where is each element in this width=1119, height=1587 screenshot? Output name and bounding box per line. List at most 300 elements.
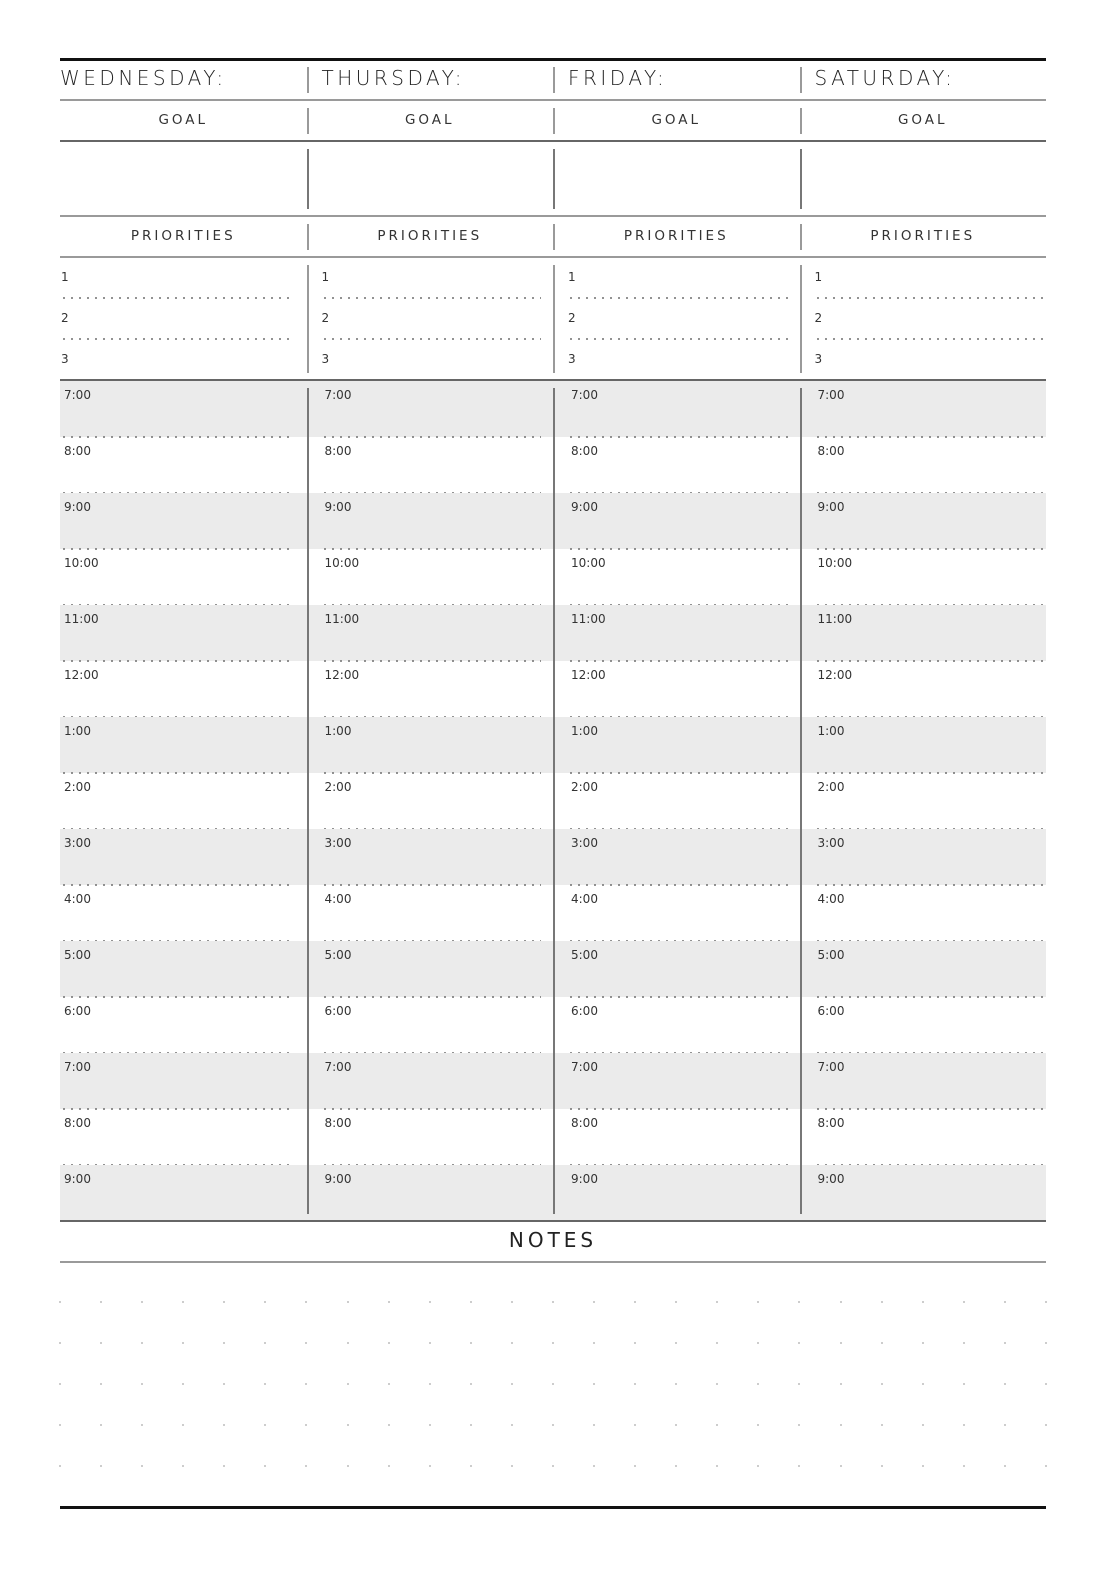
time-slot-input[interactable] [557,853,796,881]
note-dot [675,1424,677,1426]
time-label: 8:00 [324,1116,352,1130]
time-label: 4:00 [64,892,91,906]
column-divider [800,388,802,1214]
time-slot-input[interactable] [557,909,796,937]
note-dot [798,1342,800,1344]
priorities-label: PRIORITIES [377,228,483,244]
note-dot [1004,1383,1006,1385]
column-divider [553,265,555,373]
notes-title: NOTES [508,1228,598,1252]
note-dot [716,1342,718,1344]
time-label: 7:00 [324,1060,352,1074]
priority-label-rule [60,256,1046,258]
time-slot-input[interactable] [804,517,1043,545]
time-slot-input[interactable] [311,797,550,825]
dotted-separator [60,297,295,299]
time-label: 7:00 [571,388,598,402]
note-dot [141,1383,143,1385]
time-slot-input[interactable] [804,797,1043,825]
time-label: 8:00 [817,444,845,458]
time-label: 11:00 [571,612,606,626]
time-slot-input[interactable] [64,853,303,881]
time-slot-input[interactable] [311,1189,550,1217]
time-label: 8:00 [571,444,598,458]
note-dot [922,1424,924,1426]
priorities-label: PRIORITIES [130,228,236,244]
note-dot [675,1301,677,1303]
note-dot [141,1301,143,1303]
time-label: 7:00 [324,388,352,402]
time-slot-input[interactable] [64,1077,303,1105]
note-dot [1045,1465,1047,1467]
time-label: 2:00 [324,780,352,794]
goal-input-area[interactable] [804,146,1043,212]
time-slot-input[interactable] [804,853,1043,881]
goal-input-area[interactable] [64,146,303,212]
dotted-separator [567,338,788,340]
note-dot [429,1383,431,1385]
note-dot [963,1383,965,1385]
time-slot-input[interactable] [804,405,1043,433]
time-label: 5:00 [64,948,91,962]
time-slot-input[interactable] [557,517,796,545]
priority-input-line[interactable] [335,305,542,341]
note-dot [429,1465,431,1467]
note-dot [716,1383,718,1385]
note-dot [798,1424,800,1426]
priority-input-line[interactable] [74,346,281,382]
time-slot-input[interactable] [557,1189,796,1217]
time-slot-input[interactable] [557,461,796,489]
note-dot [881,1424,883,1426]
priority-number: 2 [321,311,330,325]
note-dot [59,1465,61,1467]
note-dot [223,1383,225,1385]
note-dot [100,1465,102,1467]
time-label: 9:00 [571,500,598,514]
note-dot [100,1301,102,1303]
priority-number: 2 [568,311,576,325]
time-slot-input[interactable] [64,1189,303,1217]
goal-label-rule [60,140,1046,142]
note-dot [963,1342,965,1344]
note-dot [511,1342,513,1344]
time-slot-input[interactable] [557,685,796,713]
priority-number: 1 [61,270,69,284]
time-slot-input[interactable] [64,1133,303,1161]
time-label: 12:00 [817,668,853,682]
time-label: 12:00 [571,668,606,682]
time-label: 8:00 [324,444,352,458]
time-slot-input[interactable] [311,1133,550,1161]
time-slot-input[interactable] [311,1077,550,1105]
note-dot [470,1424,472,1426]
note-dot [1045,1342,1047,1344]
dotted-separator [567,297,788,299]
note-dot [141,1465,143,1467]
note-dot [798,1465,800,1467]
priority-input-line[interactable] [74,305,281,341]
time-slot-input[interactable] [311,1021,550,1049]
dotted-separator [814,297,1047,299]
column-divider [553,149,555,209]
note-dot [347,1383,349,1385]
note-dot [223,1424,225,1426]
time-slot-input[interactable] [311,405,550,433]
time-slot-input[interactable] [64,629,303,657]
time-label: 2:00 [571,780,598,794]
time-label: 4:00 [817,892,845,906]
time-label: 11:00 [64,612,99,626]
note-dot [840,1424,842,1426]
priority-number: 3 [814,352,823,366]
time-slot-input[interactable] [311,685,550,713]
time-label: 6:00 [817,1004,845,1018]
day-title: SATURDAY: [814,66,956,90]
time-label: 6:00 [324,1004,352,1018]
column-divider [800,149,802,209]
time-label: 8:00 [64,444,91,458]
priority-input-line[interactable] [581,305,788,341]
time-label: 3:00 [571,836,598,850]
note-dot [264,1301,266,1303]
column-divider [553,67,555,93]
note-dot [59,1342,61,1344]
time-label: 10:00 [571,556,606,570]
note-dot [757,1424,759,1426]
note-dot [59,1424,61,1426]
note-dot [388,1383,390,1385]
note-dot [963,1465,965,1467]
time-slot-input[interactable] [557,1077,796,1105]
time-slot-input[interactable] [557,797,796,825]
time-label: 6:00 [64,1004,91,1018]
goal-input-area[interactable] [311,146,550,212]
time-label: 3:00 [817,836,845,850]
time-label: 1:00 [817,724,845,738]
time-slot-input[interactable] [64,517,303,545]
time-slot-input[interactable] [804,1021,1043,1049]
priority-number: 2 [61,311,69,325]
note-dot [100,1383,102,1385]
note-dot [347,1342,349,1344]
note-dot [223,1301,225,1303]
note-dot [675,1465,677,1467]
priority-input-line[interactable] [828,346,1035,382]
priority-number: 3 [568,352,576,366]
time-label: 7:00 [817,388,845,402]
time-slot-input[interactable] [804,909,1043,937]
note-dot [1004,1424,1006,1426]
note-dot [716,1424,718,1426]
note-dot [264,1342,266,1344]
time-label: 7:00 [571,1060,598,1074]
priority-input-line[interactable] [581,346,788,382]
time-label: 9:00 [64,500,91,514]
time-label: 9:00 [64,1172,91,1186]
time-label: 11:00 [817,612,853,626]
time-slot-input[interactable] [311,965,550,993]
note-dot [305,1383,307,1385]
note-dot [757,1342,759,1344]
time-label: 8:00 [64,1116,91,1130]
note-dot [1004,1342,1006,1344]
priorities-label: PRIORITIES [623,228,729,244]
note-dot [264,1465,266,1467]
note-dot [511,1424,513,1426]
column-divider [307,67,309,93]
note-dot [511,1383,513,1385]
time-label: 3:00 [324,836,352,850]
goal-label: GOAL [897,112,948,128]
note-dot [716,1301,718,1303]
note-dot [470,1342,472,1344]
note-dot [305,1424,307,1426]
note-dot [305,1342,307,1344]
time-label: 3:00 [64,836,91,850]
time-slot-input[interactable] [311,853,550,881]
note-dot [141,1342,143,1344]
note-dot [757,1465,759,1467]
goal-box-rule [60,215,1046,217]
column-divider [553,388,555,1214]
note-dot [429,1424,431,1426]
time-label: 1:00 [64,724,91,738]
note-dot [347,1424,349,1426]
note-dot [840,1301,842,1303]
goal-label: GOAL [158,112,209,128]
note-dot [716,1465,718,1467]
note-dot [552,1383,554,1385]
note-dot [840,1383,842,1385]
time-slot-input[interactable] [311,909,550,937]
time-label: 8:00 [817,1116,845,1130]
note-dot [470,1465,472,1467]
note-dot [1045,1383,1047,1385]
goal-input-area[interactable] [557,146,796,212]
note-dot [100,1424,102,1426]
note-dot [1045,1424,1047,1426]
time-slot-input[interactable] [311,573,550,601]
priority-number: 2 [814,311,823,325]
note-dot [881,1342,883,1344]
time-label: 10:00 [817,556,853,570]
priority-input-line[interactable] [828,305,1035,341]
goal-label: GOAL [651,112,702,128]
time-label: 9:00 [817,1172,845,1186]
note-dot [963,1301,965,1303]
time-label: 1:00 [571,724,598,738]
time-slot-input[interactable] [804,1077,1043,1105]
note-dot [757,1383,759,1385]
priority-number: 3 [321,352,330,366]
time-slot-input[interactable] [804,685,1043,713]
note-dot [511,1301,513,1303]
note-dot [347,1465,349,1467]
time-label: 7:00 [64,388,91,402]
note-dot [470,1383,472,1385]
priority-input-line[interactable] [335,346,542,382]
note-dot [798,1383,800,1385]
time-label: 9:00 [324,500,352,514]
column-divider [307,265,309,373]
note-dot [182,1301,184,1303]
time-label: 2:00 [64,780,91,794]
time-label: 4:00 [571,892,598,906]
time-slot-input[interactable] [311,461,550,489]
time-slot-input[interactable] [64,741,303,769]
time-slot-input[interactable] [804,741,1043,769]
note-dot [552,1424,554,1426]
note-dot [1004,1301,1006,1303]
note-dot [881,1383,883,1385]
column-divider [800,67,802,93]
time-slot-input[interactable] [557,1021,796,1049]
time-slot-input[interactable] [804,629,1043,657]
note-dot [182,1465,184,1467]
note-dot [922,1301,924,1303]
note-dot [593,1342,595,1344]
priority-input-line[interactable] [74,264,281,300]
note-dot [182,1424,184,1426]
priority-number: 1 [321,270,330,284]
time-label: 9:00 [324,1172,352,1186]
time-slot-input[interactable] [64,965,303,993]
note-dot [388,1301,390,1303]
time-slot-input[interactable] [557,1133,796,1161]
note-dot [675,1342,677,1344]
note-dot [552,1342,554,1344]
time-grid-bottom-rule [60,1220,1046,1222]
note-dot [182,1342,184,1344]
priority-number: 3 [61,352,69,366]
time-slot-input[interactable] [311,629,550,657]
time-label: 7:00 [64,1060,91,1074]
priority-input-line[interactable] [828,264,1035,300]
time-slot-input[interactable] [64,685,303,713]
time-label: 11:00 [324,612,360,626]
time-label: 9:00 [571,1172,598,1186]
time-label: 6:00 [571,1004,598,1018]
bottom-rule [60,1506,1046,1509]
day-title: FRIDAY: [568,66,668,90]
dotted-separator [814,338,1047,340]
time-slot-input[interactable] [804,1133,1043,1161]
time-label: 12:00 [64,668,99,682]
note-dot [593,1301,595,1303]
note-dot [182,1383,184,1385]
time-label: 5:00 [817,948,845,962]
note-dot [59,1301,61,1303]
note-dot [922,1465,924,1467]
time-slot-input[interactable] [557,741,796,769]
note-dot [963,1424,965,1426]
note-dot [634,1465,636,1467]
priority-number: 1 [568,270,576,284]
note-dot [429,1342,431,1344]
time-slot-input[interactable] [311,517,550,545]
note-dot [264,1424,266,1426]
notes-title-rule [60,1261,1046,1263]
time-label: 4:00 [324,892,352,906]
note-dot [634,1424,636,1426]
time-label: 1:00 [324,724,352,738]
priority-input-line[interactable] [335,264,542,300]
note-dot [305,1301,307,1303]
time-slot-input[interactable] [804,1189,1043,1217]
note-dot [552,1301,554,1303]
time-slot-input[interactable] [557,405,796,433]
column-divider [307,149,309,209]
time-label: 5:00 [571,948,598,962]
time-slot-input[interactable] [804,573,1043,601]
time-label: 10:00 [324,556,360,570]
time-slot-input[interactable] [311,741,550,769]
time-slot-input[interactable] [64,909,303,937]
note-dot [1004,1465,1006,1467]
note-dot [141,1424,143,1426]
note-dot [388,1342,390,1344]
top-rule [60,58,1046,61]
time-slot-input[interactable] [64,405,303,433]
note-dot [840,1342,842,1344]
dotted-separator [321,338,542,340]
priorities-label: PRIORITIES [870,228,976,244]
priority-input-line[interactable] [581,264,788,300]
note-dot [593,1424,595,1426]
goal-label: GOAL [404,112,455,128]
time-label: 12:00 [324,668,360,682]
day-title: WEDNESDAY: [60,66,227,90]
note-dot [840,1465,842,1467]
time-slot-input[interactable] [557,629,796,657]
time-slot-input[interactable] [64,461,303,489]
note-dot [388,1465,390,1467]
note-dot [59,1383,61,1385]
note-dot [593,1383,595,1385]
time-label: 2:00 [817,780,845,794]
time-label: 7:00 [817,1060,845,1074]
time-label: 8:00 [571,1116,598,1130]
dotted-separator [60,338,295,340]
dotted-separator [321,297,542,299]
note-dot [675,1383,677,1385]
time-slot-input[interactable] [64,573,303,601]
time-slot-input[interactable] [64,1021,303,1049]
note-dot [347,1301,349,1303]
time-label: 10:00 [64,556,99,570]
note-dot [264,1383,266,1385]
time-slot-input[interactable] [64,797,303,825]
note-dot [223,1465,225,1467]
note-dot [881,1465,883,1467]
time-label: 5:00 [324,948,352,962]
time-slot-input[interactable] [804,965,1043,993]
time-label: 9:00 [817,500,845,514]
time-slot-input[interactable] [557,573,796,601]
note-dot [1045,1301,1047,1303]
time-slot-input[interactable] [557,965,796,993]
note-dot [388,1424,390,1426]
note-dot [593,1465,595,1467]
note-dot [223,1342,225,1344]
note-dot [470,1301,472,1303]
time-slot-input[interactable] [804,461,1043,489]
note-dot [100,1342,102,1344]
day-header-rule [60,99,1046,101]
note-dot [634,1342,636,1344]
note-dot [305,1465,307,1467]
